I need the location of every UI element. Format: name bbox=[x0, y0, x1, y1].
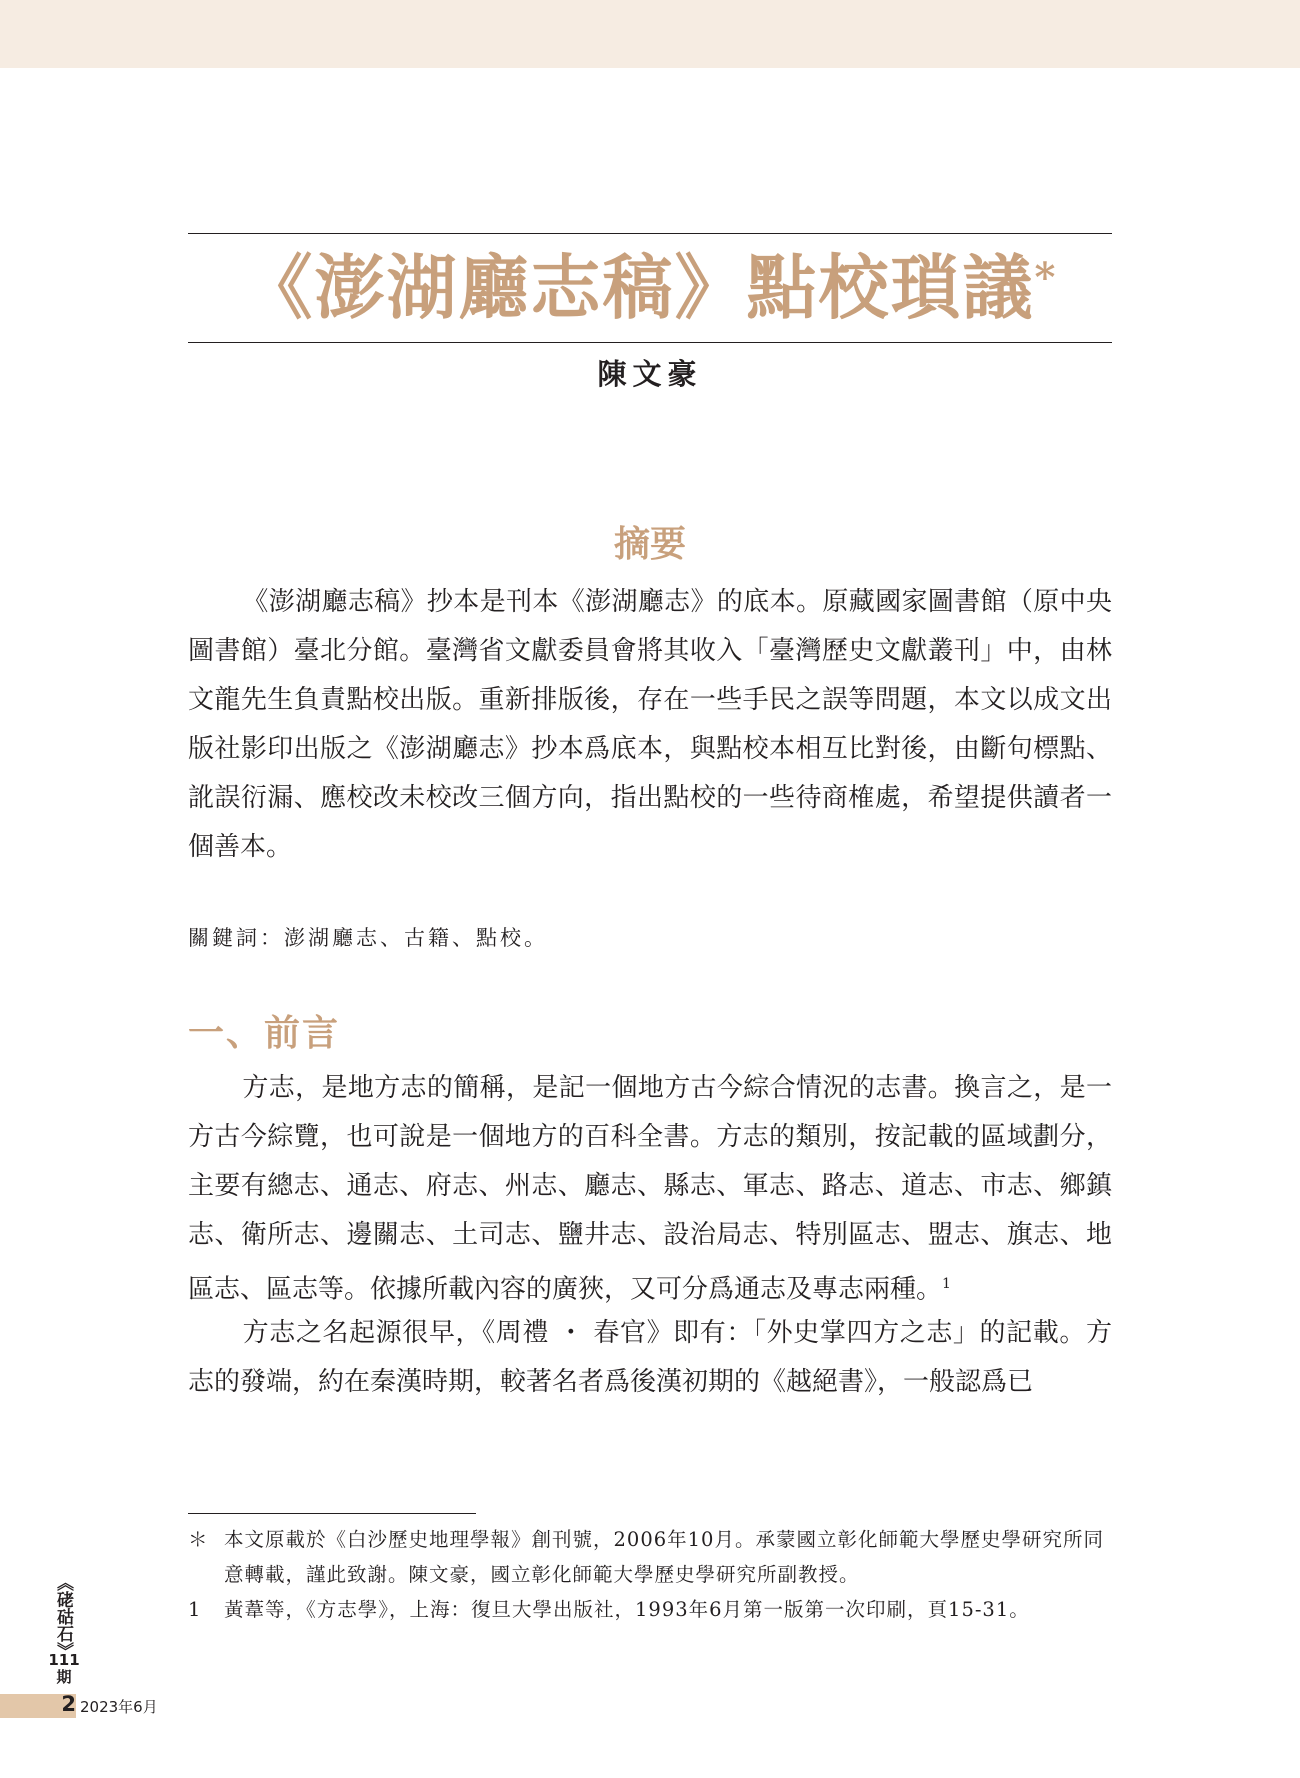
page-number: 2 bbox=[61, 1692, 76, 1716]
footnote-text: 黃葦等，《方志學》，上海：復旦大學出版社，1993年6月第一版第一次印刷，頁15-31。 bbox=[224, 1598, 1030, 1621]
journal-issue: 111期 bbox=[48, 1651, 80, 1686]
title-top-rule bbox=[188, 233, 1112, 234]
title-text: 《澎湖廳志稿》點校瑣議 bbox=[242, 246, 1035, 329]
footnote-star bbox=[188, 1522, 1112, 1592]
intro-text-2: 方志之名起源很早，《周禮 ・ 春官》即有：「外史掌四方之志」的記載。方志的發端，約在秦漢時期，較著名者爲後漢初期的《越絕書》，一般認爲已 bbox=[188, 1318, 1112, 1397]
intro-paragraph-2 bbox=[188, 1309, 1112, 1407]
title-asterisk: * bbox=[1034, 254, 1058, 301]
section-heading-introduction: 一、前言 bbox=[188, 1013, 341, 1054]
keywords: 關鍵詞：澎湖廳志、古籍、點校。 bbox=[188, 926, 548, 950]
abstract-text: 《澎湖廳志稿》抄本是刊本《澎湖廳志》的底本。原藏國家圖書館（原中央圖書館）臺北分館。臺灣省文獻委員會將其收入「臺灣歷史文獻叢刊」中，由林文龍先生負責點校出版。重新排版後，存在一些手民之誤等問題，本文以成文出版社影印出版之《澎湖廳志》抄本爲底本，與點校本相互比對後，由斷句標點、訛誤衍漏、應校改未校改三個方向，指出點校的一些待商榷處，希望提供讀者一個善本。 bbox=[188, 587, 1112, 862]
abstract-paragraph bbox=[188, 578, 1112, 872]
issue-date: 2023年6月 bbox=[80, 1698, 158, 1716]
footnote-text: 本文原載於《白沙歷史地理學報》創刊號，2006年10月。承蒙國立彰化師範大學歷史學研究所同意轉載，謹此致謝。陳文豪，國立彰化師範大學歷史學研究所副教授。 bbox=[224, 1528, 1104, 1586]
author-name: 陳文豪 bbox=[597, 357, 703, 391]
journal-name: 《硓𥑮石》 bbox=[53, 1573, 73, 1659]
intro-text-1: 方志，是地方志的簡稱，是記一個地方古今綜合情況的志書。換言之，是一方古今綜覽，也可說是一個地方的百科全書。方志的類別，按記載的區域劃分，主要有總志、通志、府志、州志、廳志、縣志、軍志、路志、道志、市志、鄉鎮志、衛所志、邊關志、土司志、鹽井志、設治局志、特別區志、盟志、旗志、地區志、區志等。依據所載內容的廣狹，又可分爲通志及專志兩種。 bbox=[188, 1073, 1112, 1305]
footnote-rule bbox=[188, 1513, 476, 1514]
footnote-1 bbox=[188, 1592, 1112, 1627]
footnote-ref-1[interactable]: 1 bbox=[942, 1276, 951, 1292]
intro-paragraph-1 bbox=[188, 1064, 1112, 1315]
footnote-mark: ＊ bbox=[188, 1528, 209, 1551]
title-bottom-rule bbox=[188, 342, 1112, 343]
top-color-band bbox=[0, 0, 1300, 68]
article-title bbox=[188, 238, 1112, 338]
footnote-mark: 1 bbox=[188, 1598, 202, 1621]
abstract-heading: 摘要 bbox=[613, 524, 686, 565]
